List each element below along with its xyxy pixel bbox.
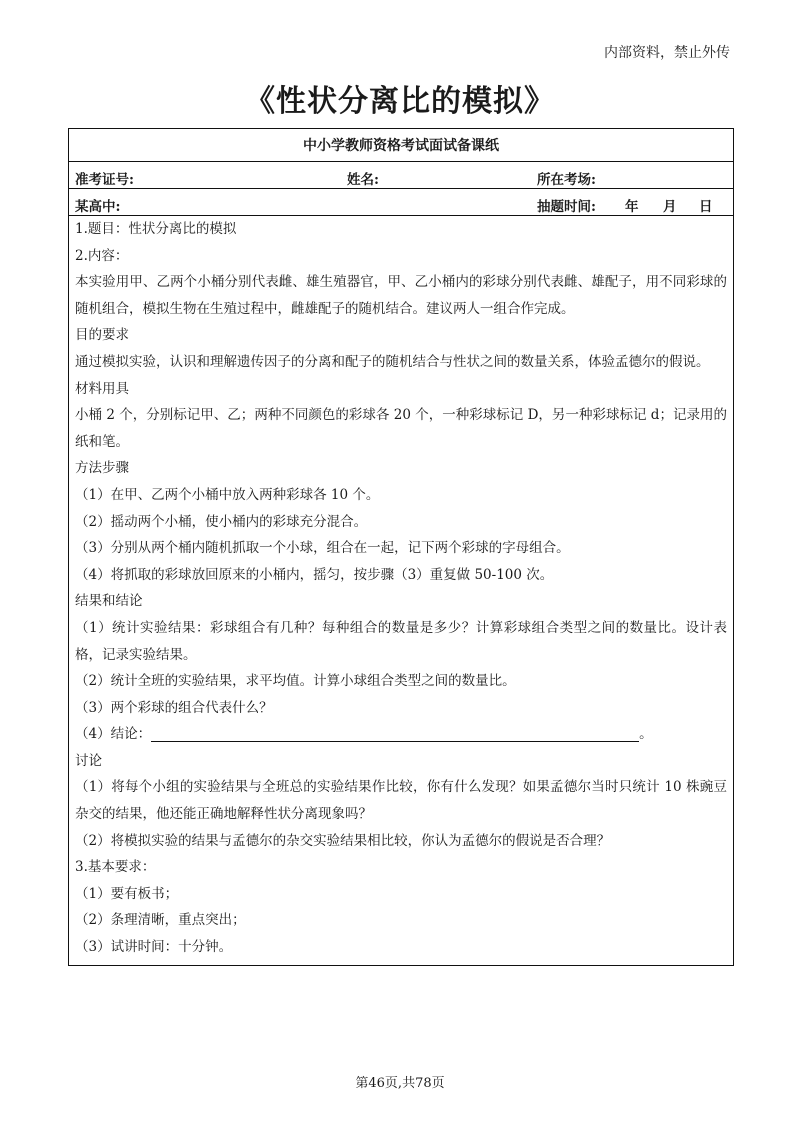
materials-heading: 材料用具 <box>75 380 129 397</box>
confidential-notice: 内部资料，禁止外传 <box>604 45 730 61</box>
requirements-heading: 3.基本要求： <box>75 859 156 876</box>
step-item: （4）将抓取的彩球放回原来的小桶内，摇匀，按步骤（3）重复做 50-100 次。 <box>75 566 554 583</box>
draw-time-label: 抽题时间: <box>537 199 596 215</box>
form-heading: 中小学教师资格考试面试备课纸 <box>69 129 733 162</box>
step-item: （3）分别从两个桶内随机抓取一个小球，组合在一起，记下两个彩球的字母组合。 <box>75 540 570 557</box>
discussion-item: （2）将模拟实验的结果与孟德尔的杂交实验结果相比较，你认为孟德尔的假说是否合理？ <box>75 832 611 849</box>
purpose-paragraph: 通过模拟实验，认识和理解遗传因子的分离和配子的随机结合与性状之间的数量关系，体验孟德尔的假说。 <box>75 353 710 370</box>
conclusion-end: 。 <box>639 726 653 743</box>
requirement-item: （1）要有板书； <box>75 885 179 902</box>
page-number: 第46页,共78页 <box>355 1076 445 1091</box>
materials-paragraph: 小桶 2 个，分别标记甲、乙；两种不同颜色的彩球各 20 个，一种彩球标记 D，另一种彩球标记 d；记录用的纸和笔。 <box>75 407 727 450</box>
result-item: （1）统计实验结果：彩球组合有几种？每种组合的数量是多少？计算彩球组合类型之间的数量比。设计表格，记录实验结果。 <box>75 619 727 663</box>
topic-line: 1.题目：性状分离比的模拟 <box>75 221 237 237</box>
requirement-item: （2）条理清晰，重点突出； <box>75 912 246 929</box>
results-heading: 结果和结论 <box>75 593 143 610</box>
exam-number-label: 准考证号: <box>75 172 134 188</box>
document-title: 《性状分离比的模拟》 <box>245 84 555 119</box>
month-label: 月 <box>663 199 677 215</box>
step-item: （2）摇动两个小桶，使小桶内的彩球充分混合。 <box>75 513 368 530</box>
school-info-row <box>69 189 733 216</box>
day-label: 日 <box>699 199 713 215</box>
purpose-heading: 目的要求 <box>75 327 129 344</box>
exam-venue-label: 所在考场: <box>537 172 596 188</box>
steps-heading: 方法步骤 <box>75 460 129 477</box>
lesson-plan-form <box>68 128 734 966</box>
intro-paragraph: 本实验用甲、乙两个小桶分别代表雌、雄生殖器官，甲、乙小桶内的彩球分别代表雌、雄配子，用不同彩球的随机组合，模拟生物在生殖过程中，雌雄配子的随机结合。建议两人一组合作完成。 <box>75 274 727 317</box>
result-item: （2）统计全班的实验结果，求平均值。计算小球组合类型之间的数量比。 <box>75 673 516 690</box>
candidate-info-row <box>69 162 733 189</box>
lesson-content <box>69 216 733 961</box>
discussion-heading: 讨论 <box>75 752 102 769</box>
content-label: 2.内容： <box>75 247 129 264</box>
conclusion-line <box>75 721 727 748</box>
school-label: 某高中: <box>75 199 121 215</box>
name-label: 姓名: <box>347 172 379 188</box>
year-label: 年 <box>625 199 639 215</box>
result-item: （3）两个彩球的组合代表什么？ <box>75 699 273 716</box>
requirement-item: （3）试讲时间：十分钟。 <box>75 939 233 956</box>
step-item: （1）在甲、乙两个小桶中放入两种彩球各 10 个。 <box>75 486 380 503</box>
conclusion-blank <box>151 723 639 742</box>
discussion-item: （1）将每个小组的实验结果与全班总的实验结果作比较，你有什么发现？如果孟德尔当时只统计 10 株豌豆杂交的结果，他还能正确地解释性状分离现象吗？ <box>75 779 727 823</box>
conclusion-label: （4）结论： <box>75 726 152 743</box>
